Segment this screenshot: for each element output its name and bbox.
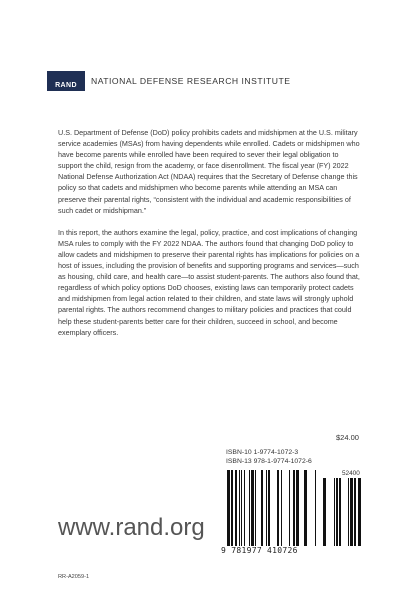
price-code: 52400: [342, 470, 360, 477]
isbn-barcode: [226, 470, 318, 546]
barcode-digits: 9 781977 410726: [221, 546, 298, 555]
price: $24.00: [336, 433, 359, 442]
institute-name: NATIONAL DEFENSE RESEARCH INSTITUTE: [91, 76, 291, 86]
logo-text: RAND: [55, 82, 77, 89]
website-url: www.rand.org: [58, 514, 205, 541]
report-number: RR-A2059-1: [58, 574, 90, 580]
description: [58, 127, 363, 349]
isbn-13: ISBN-13 978-1-9774-1072-6: [226, 458, 312, 465]
price-barcode: [318, 478, 362, 546]
rand-logo: [47, 71, 85, 91]
paragraph-2: In this report, the authors examine the legal, policy, practice, and cost implications of changing MSA rules to comply with the FY 2022 NDAA. The authors found that changing DoD policy to allow cadets and midshipmen to preserve their parental rights has implications for policies on a host of issues, including the provision of benefits and supporting programs and services—such as housing, child care, and health care—to assist student-parents. The authors also found that, regardless of which policy options DoD chooses, existing laws can temporarily protect cadets and midshipmen from legal action related to their children, and state laws will strongly uphold parental rights. The authors recommend changes to military policies and practices that could help these student-parents better care for their children, succeed in school, and become exemplary officers.: [58, 227, 360, 337]
isbn-10: ISBN-10 1-9774-1072-3: [226, 449, 299, 456]
header: [47, 71, 290, 91]
paragraph-1: U.S. Department of Defense (DoD) policy prohibits cadets and midshipmen at the U.S. military service academies (MSAs) from having dependents while enrolled. Cadets or midshipmen who have become parents while enrolled have been required to sever their legal obligation to support the child, resign from the academy, or face disenrollment. The fiscal year (FY) 2022 National Defense Authorization Act (NDAA) requires that the Secretary of Defense change this policy so that cadets and midshipmen who become parents while attending an MSA can preserve their parental rights, “consistent with the individual and academic responsibilities of such cadet or midshipman.”: [58, 128, 360, 215]
